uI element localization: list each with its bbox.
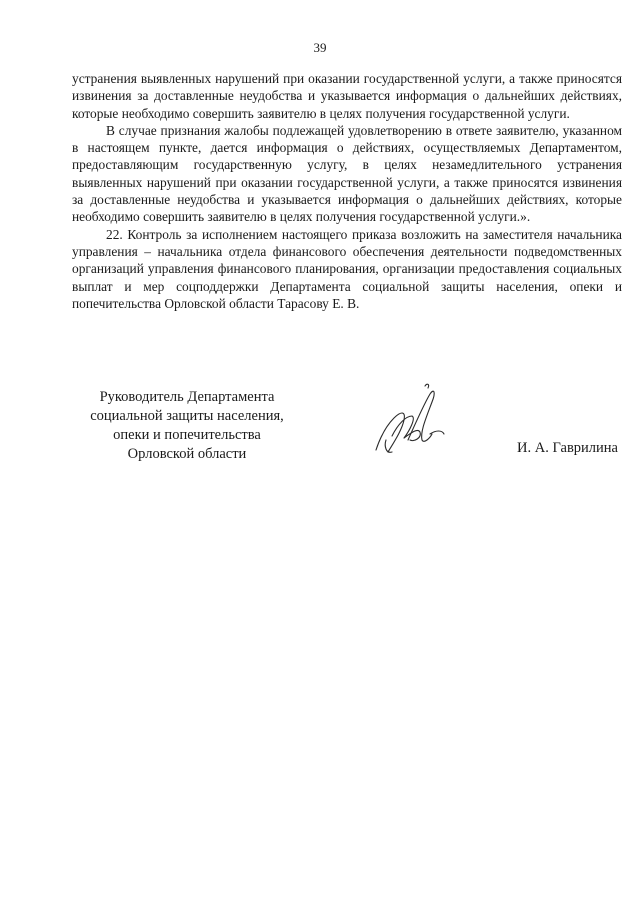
paragraph-complaint-satisfied: В случае признания жалобы подлежащей удовлетворению в ответе заявителю, указанном в настоящем пункте, дается информация о действиях, осуществляемых Департаментом, предоставляющим государственную услугу, в целях незамедлительного устранения выявленных нарушений при оказании государственной услуги, а также приносятся извинения за доставленные неудобства и указывается информация о дальнейших действиях, которые необходимо совершить заявителю в целях получения государственной услуги.». xyxy=(72,122,622,225)
paragraph-control-clause: 22. Контроль за исполнением настоящего приказа возложить на заместителя начальника управления – начальника отдела финансового обеспечения деятельности подведомственных организаций управления финансового планирования, организации предоставления социальных выплат и мер соцподдержки Департамента социальной защиты населения, опеки и попечительства Орловской области Тарасову Е. В. xyxy=(72,226,622,311)
handwritten-signature xyxy=(364,380,454,468)
signatory-position-line: Руководитель Департамента xyxy=(99,389,275,405)
signatory-position-line: опеки и попечительства xyxy=(113,427,261,443)
signatory-name: И. А. Гаврилина xyxy=(517,440,618,456)
document-body xyxy=(72,70,622,312)
signatory-position xyxy=(82,388,292,464)
page-number: 39 xyxy=(313,40,327,55)
signature-block xyxy=(72,388,622,478)
signatory-position-line: Орловской области xyxy=(127,446,247,462)
signatory-position-line: социальной защиты населения, xyxy=(90,408,284,424)
paragraph-continuation: устранения выявленных нарушений при оказании государственной услуги, а также приносятся извинения за доставленные неудобства и указывается информация о дальнейших действиях, которые необходимо совершить заявителю в целях получения государственной услуги. xyxy=(72,71,622,121)
